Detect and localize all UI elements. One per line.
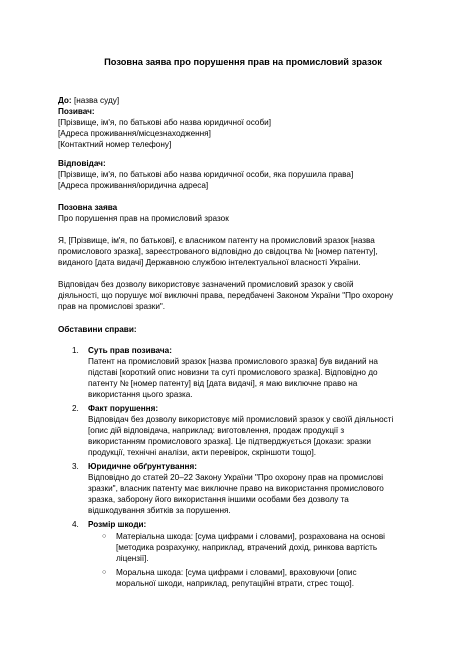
list-item-line: Відповідач без дозволу використовує мій промисловий зразок у своїй діяльності [88, 415, 394, 424]
list-item-line: Патент на промисловий зразок [назва промислового зразка] був виданий на [88, 357, 378, 366]
sub-list-line: моральної шкоди, наприклад, репутаційні втрати, стрес тощо]. [116, 579, 354, 588]
paragraph-line: Я, [Прізвище, ім'я, по батькові], є власником патенту на промисловий зразок [назва [58, 236, 375, 245]
list-item-line: патенту № [номер патенту] від [дата видачі], я маю виключне право на [88, 379, 358, 388]
defendant-name: [Прізвище, ім'я, по батькові або назва юридичної особи, яка порушила права] [58, 170, 354, 179]
defendant-label: Відповідач: [58, 159, 106, 168]
plaintiff-label: Позивач: [58, 107, 95, 116]
list-number: 1. [72, 346, 79, 355]
plaintiff-address: [Адреса проживання/місцезнаходження] [58, 129, 211, 138]
list-item-title: Юридичне обґрунтування: [88, 462, 197, 471]
list-item-line: підставі [короткий опис новизни та суті промислового зразка]. Відповідно до [88, 368, 378, 377]
list-number: 2. [72, 404, 79, 413]
sub-list-line: Матеріальна шкода: [сума цифрами і словами], розрахована на основі [116, 532, 386, 541]
paragraph-line: прав на промислові зразки". [58, 302, 166, 311]
plaintiff-name: [Прізвище, ім'я, по батькові або назва юридичної особи] [58, 118, 272, 127]
paragraph-line: виданого [дата видачі] Державною службою інтелектуальної власності України. [58, 258, 361, 267]
sub-list-line: ліцензії]. [116, 554, 149, 563]
to-label: До: [58, 96, 72, 105]
sub-list-line: Моральна шкода: [сума цифрами і словами], враховуючи [опис [116, 568, 357, 577]
circle-bullet-icon: ○ [102, 533, 107, 540]
claim-subject: Про порушення прав на промисловий зразок [58, 214, 229, 223]
claim-heading: Позовна заява [58, 203, 118, 212]
list-number: 3. [72, 462, 79, 471]
list-number: 4. [72, 520, 79, 529]
list-item-line: зразки", власник патенту має виключне право на використання промислового [88, 484, 384, 493]
list-item-line: Відповідно до статей 20–22 Закону України "Про охорону прав на промислові [88, 473, 384, 482]
to-value: [назва суду] [73, 96, 120, 105]
paragraph-line: діяльності, що порушує мої виключні права, передбачені Законом України "Про охорону [58, 291, 394, 300]
defendant-address: [Адреса проживання/юридична адреса] [58, 181, 209, 190]
list-item-line: продукції, технічні аналізи, акти перевірок, скріншоти тощо]. [88, 448, 316, 457]
list-item-line: використанням промислового зразка]. Це підтверджується [докази: зразки [88, 437, 371, 446]
document-title: Позовна заява про порушення прав на промисловий зразок [104, 57, 382, 67]
sub-list-line: [методика розрахунку, наприклад, втрачений дохід, ринкова вартість [116, 543, 378, 552]
paragraph-line: промислового зразка], зареєстрованого відповідно до свідоцтва № [номер патенту], [58, 247, 378, 256]
list-item-title: Розмір шкоди: [88, 520, 147, 529]
circle-bullet-icon: ○ [102, 569, 107, 576]
list-item-title: Суть прав позивача: [88, 346, 172, 355]
plaintiff-phone: [Контактний номер телефону] [58, 140, 172, 149]
addressee-line [58, 96, 119, 107]
paragraph-line: Відповідач без дозволу використовує зазначений промисловий зразок у своїй [58, 280, 354, 289]
list-item-line: використання цього зразка. [88, 390, 193, 399]
circumstances-heading: Обставини справи: [58, 325, 137, 334]
list-item-line: [опис дій відповідача, наприклад: виготовлення, продаж продукції з [88, 426, 345, 435]
list-item-line: зразка, заборону його використання іншими особами без дозволу та [88, 495, 349, 504]
list-item-title: Факт порушення: [88, 404, 159, 413]
list-item-line: відшкодування збитків за порушення. [88, 506, 231, 515]
